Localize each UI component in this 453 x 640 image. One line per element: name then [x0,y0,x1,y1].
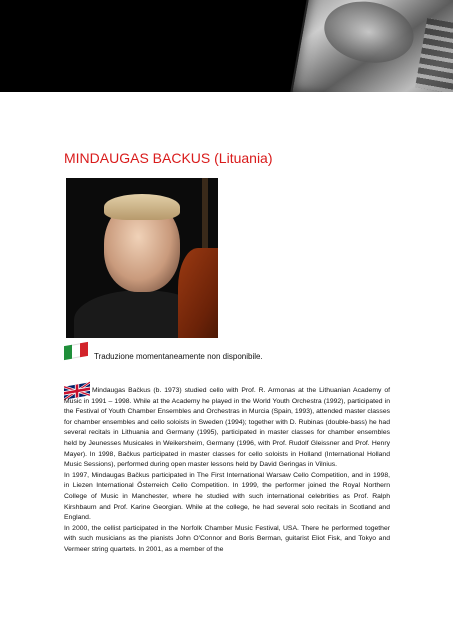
musician-portrait [66,178,218,338]
portrait-hair [104,194,180,220]
cello-body [178,248,218,338]
italian-flag-icon [64,342,88,360]
bio-paragraph: Mindaugas Bačkus (b. 1973) studied cello with Prof. R. Armonas at the Lithuanian Academy of Music in 1991 – 1998. While at the Academy he played in the World Youth Orchestra (1992), participated in the Festival of Youth Chamber Ensembles and Orchestras in Murcia (Spain, 1993), attended master classes for chamber ensembles and cello soloists in Sweden (1994); together with D. Rubinas (double-bass) he had several recitals in Lithuania and Germany (1995), participated in master classes for chamber ensembles held by Jeunesses Musicales in Weikersheim, Germany (1996, with Prof. Rudolf Gleissner and Prof. Henry Mayer). In 1998, Bačkus participated in master classes for cello soloists in Holland (International Holland Music Sessions), performed during open master lessons held by David Geringas in Vilnius. [64,387,390,469]
bio-paragraph: In 1997, Mindaugas Bačkus participated in The First International Warsaw Cello Competition, and in 1998, in Liezen International Österreich Cello Competition. In 1999, the performer joined the Royal Northern College of Music in Manchester, where he studied with such international celebrities as Prof. Ralph Kirshbaum and Prof. Karine Georgian. While at the college, he had several solo recitals in Scotland and England. [64,471,390,522]
festival-logo-plaque [290,0,453,92]
page-title: MINDAUGAS BACKUS (Lituania) [64,150,273,166]
italian-flag-green-stripe [64,345,72,360]
header-band [0,0,453,92]
italian-flag-white-stripe [72,343,80,358]
italian-flag-red-stripe [80,342,88,357]
english-biography [64,386,390,556]
bio-paragraph: In 2000, the cellist participated in the Norfolk Chamber Music Festival, USA. There he performed together with such musicians as the pianists John O'Connor and Boris Berman, guitarist Eliot Fisk, and Tokyo and Vermeer string quartets. In 2001, as a member of the [64,524,390,553]
italian-translation-note: Traduzione momentaneamente non disponibile. [94,352,263,361]
